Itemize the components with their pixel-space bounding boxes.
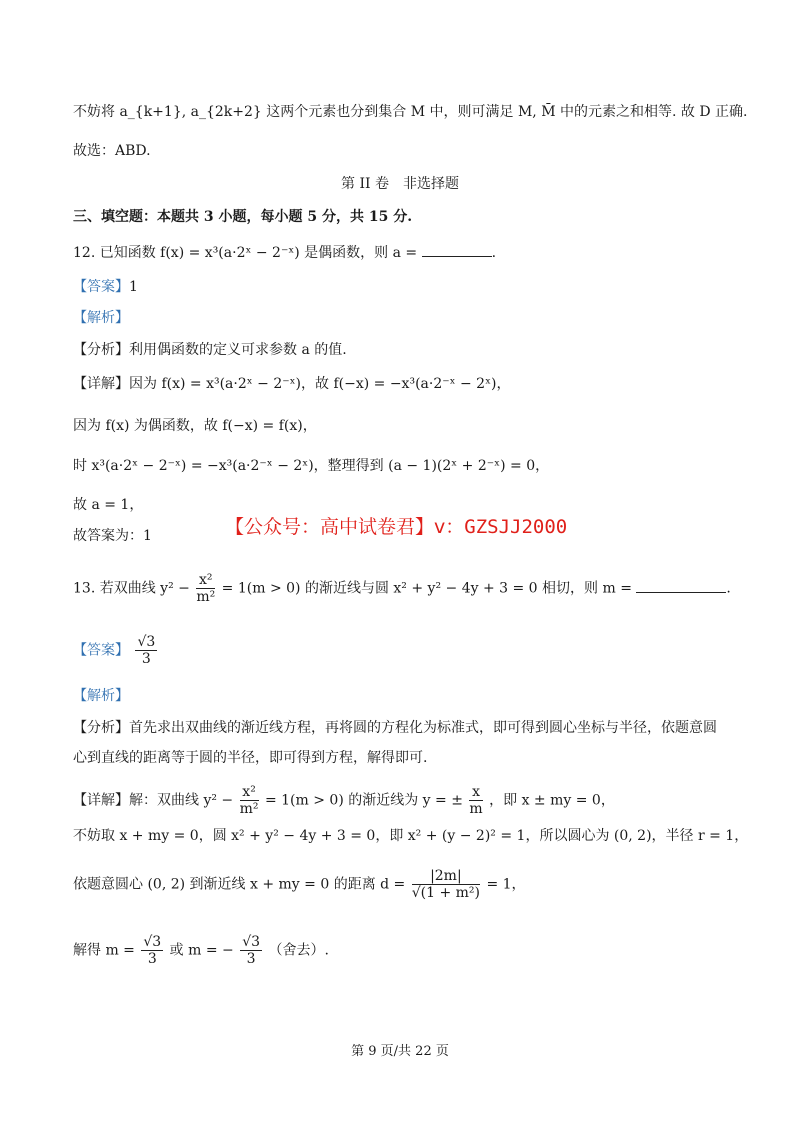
detail-13 <box>73 784 615 817</box>
detail-line-c: 故 a = 1， <box>73 497 144 513</box>
q13-post: = 1(m > 0) 的渐近线与圆 x² + y² − 4y + 3 = 0 相切，则 m = <box>221 580 632 597</box>
xj13-frac2-num: x <box>469 784 482 801</box>
section-title: 第 II 卷 非选择题 <box>341 176 459 192</box>
question-12 <box>73 242 496 263</box>
section-header: 三、填空题：本题共 3 小题，每小题 5 分，共 15 分. <box>73 209 413 225</box>
xj13-frac-num: x² <box>240 784 259 801</box>
answer-13-fraction <box>135 634 157 667</box>
watermark-cn: 【公众号：高中试卷君】v： <box>225 516 465 538</box>
answer-13 <box>73 634 159 667</box>
answer-blank <box>636 578 726 593</box>
answer-12 <box>73 277 138 297</box>
analysis-12 <box>73 340 347 360</box>
detail-line-a: 因为 f(x) 为偶函数，故 f(−x) = f(x)， <box>73 418 317 434</box>
detail-text: 因为 f(x) = x³(a·2ˣ − 2⁻ˣ)，故 f(−x) = −x³(a·2⁻ˣ − 2ˣ)， <box>129 376 511 392</box>
xj13-fraction <box>240 784 259 817</box>
fenxi-tag: 【分析】 <box>73 720 129 736</box>
analysis-13-a <box>73 718 717 738</box>
detail-12 <box>73 374 511 394</box>
line-f-post: = 1， <box>486 876 526 893</box>
q13-pre: 13. 若双曲线 y² − <box>73 580 190 597</box>
line-g-mid: 或 m = − <box>169 942 234 959</box>
q13-fraction <box>196 572 215 605</box>
analysis-tag-12: 【解析】 <box>73 310 129 326</box>
detail-line-f <box>73 868 526 901</box>
detail-line-d: 故答案为：1 <box>73 528 152 544</box>
solution-num-2: √3 <box>242 934 261 950</box>
question-12-end: . <box>491 245 497 261</box>
xj13-mid: = 1(m > 0) 的渐近线为 y = ± <box>264 792 463 809</box>
line-g-post: （舍去）. <box>268 942 329 959</box>
detail-line-g <box>73 934 329 967</box>
analysis-tag-13: 【解析】 <box>73 688 129 704</box>
text-line-intro: 不妨将 a_{k+1}, a_{2k+2} 这两个元素也分到集合 M 中，则可满足 M, M̄ 中的元素之和相等. 故 D 正确. <box>73 104 748 120</box>
xj13-frac-den: m² <box>239 801 259 817</box>
answer-value: 1 <box>129 279 138 295</box>
detail-line-b: 时 x³(a·2ˣ − 2⁻ˣ) = −x³(a·2⁻ˣ − 2ˣ)，整理得到 (a − 1)(2ˣ + 2⁻ˣ) = 0， <box>73 458 550 474</box>
xj13-fraction-2 <box>469 784 482 817</box>
q13-frac-num: x² <box>196 572 215 589</box>
page-footer: 第 9 页/共 22 页 <box>351 1044 449 1059</box>
solution-den-2: 3 <box>246 951 256 967</box>
detail-tag: 【详解】 <box>73 792 129 809</box>
q13-frac-den: m² <box>196 589 216 605</box>
solution-fraction <box>141 934 163 967</box>
q13-end: . <box>726 580 731 597</box>
analysis-13-b: 心到直线的距离等于圆的半径，即可得到方程，解得即可. <box>73 750 428 766</box>
xj13-pre: 解：双曲线 y² − <box>129 792 234 809</box>
distance-num: |2m| <box>412 868 480 885</box>
text-line-answer-choice: 故选：ABD. <box>73 143 151 159</box>
question-13 <box>73 572 731 605</box>
watermark <box>225 512 567 539</box>
xj13-post: ，即 x ± my = 0， <box>489 792 615 809</box>
fenxi-text: 首先求出双曲线的渐近线方程，再将圆的方程化为标准式，即可得到圆心坐标与半径，依题意圆 <box>129 720 717 736</box>
solution-fraction-2 <box>240 934 262 967</box>
distance-fraction <box>412 868 480 901</box>
fenxi-text: 利用偶函数的定义可求参数 a 的值. <box>129 342 347 358</box>
ans13-den: 3 <box>141 651 151 667</box>
ans13-num: √3 <box>137 634 156 650</box>
fenxi-tag: 【分析】 <box>73 342 129 358</box>
detail-tag: 【详解】 <box>73 376 129 392</box>
answer-tag: 【答案】 <box>73 279 129 295</box>
question-12-text: 12. 已知函数 f(x) = x³(a·2ˣ − 2⁻ˣ) 是偶函数，则 a = <box>73 245 418 261</box>
solution-den: 3 <box>147 951 157 967</box>
detail-line-e: 不妨取 x + my = 0，圆 x² + y² − 4y + 3 = 0，即 x² + (y − 2)² = 1，所以圆心为 (0, 2)，半径 r = 1， <box>73 828 749 844</box>
watermark-id: GZSJJ2000 <box>464 516 568 538</box>
answer-blank <box>422 242 492 257</box>
line-f-pre: 依题意圆心 (0, 2) 到渐近线 x + my = 0 的距离 d = <box>73 876 406 893</box>
solution-num: √3 <box>143 934 162 950</box>
xj13-frac2-den: m <box>469 801 483 817</box>
line-g-pre: 解得 m = <box>73 942 135 959</box>
answer-tag: 【答案】 <box>73 642 129 659</box>
distance-den: √(1 + m²) <box>411 885 481 901</box>
